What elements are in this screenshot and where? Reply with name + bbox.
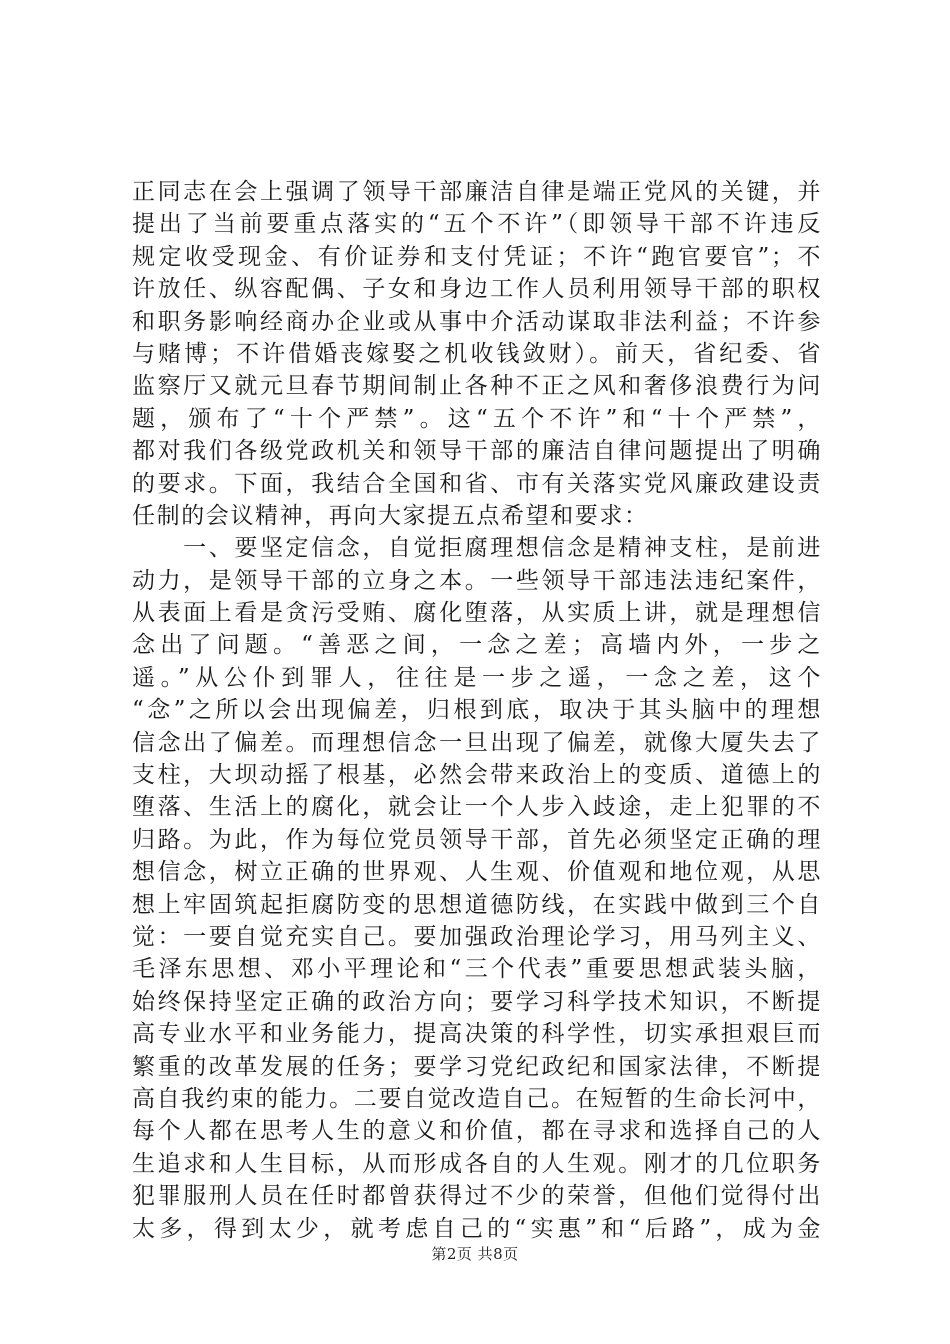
document-body — [132, 176, 822, 1245]
text-line: 每个人都在思考人生的意义和价值，都在寻求和选择自己的人 — [132, 1118, 822, 1145]
text-line: 动力，是领导干部的立身之本。一些领导干部违法违纪案件， — [132, 567, 822, 594]
text-line: 的要求。下面，我结合全国和省、市有关落实党风廉政建设责 — [132, 470, 822, 497]
text-line: 都对我们各级党政机关和领导干部的廉洁自律问题提出了明确 — [132, 438, 822, 465]
text-line: 毛泽东思想、邓小平理论和“三个代表”重要思想武装头脑， — [132, 956, 822, 983]
text-line: 从表面上看是贪污受贿、腐化堕落，从实质上讲，就是理想信 — [132, 600, 822, 627]
text-line: 任制的会议精神，再向大家提五点希望和要求： — [132, 502, 649, 529]
text-line: 想信念，树立正确的世界观、人生观、价值观和地位观，从思 — [132, 859, 822, 886]
text-line: 生追求和人生目标，从而形成各自的人生观。刚才的几位职务 — [132, 1150, 822, 1177]
text-line: 正同志在会上强调了领导干部廉洁自律是端正党风的关键，并 — [132, 179, 822, 205]
text-line: 许放任、纵容配偶、子女和身边工作人员利用领导干部的职权 — [132, 276, 822, 303]
text-line: 念出了问题。“善恶之间，一念之差；高墙内外，一步之 — [132, 632, 822, 659]
text-line: 堕落、生活上的腐化，就会让一个人步入歧途，走上犯罪的不 — [132, 794, 822, 821]
text-line: 信念出了偏差。而理想信念一旦出现了偏差，就像大厦失去了 — [132, 729, 822, 756]
text-line: 与赌博；不许借婚丧嫁娶之机收钱敛财）。前天，省纪委、省 — [132, 340, 822, 367]
text-line: 繁重的改革发展的任务；要学习党纪政纪和国家法律，不断提 — [132, 1053, 822, 1080]
text-line: 归路。为此，作为每位党员领导干部，首先必须坚定正确的理 — [132, 826, 822, 853]
text-line: 遥。”从公仆到罪人，往往是一步之遥，一念之差，这个 — [132, 664, 822, 691]
text-line: 高自我约束的能力。二要自觉改造自己。在短暂的生命长河中， — [132, 1085, 822, 1112]
text-line: 觉：一要自觉充实自己。要加强政治理论学习，用马列主义、 — [132, 923, 822, 950]
text-line: 犯罪服刑人员在任时都曾获得过不少的荣誉，但他们觉得付出 — [132, 1183, 822, 1210]
text-line: 规定收受现金、有价证券和支付凭证；不许“跑官要官”；不 — [132, 243, 822, 270]
page-footer: 第2页 共8页 — [431, 1245, 519, 1263]
text-line: 和职务影响经商办企业或从事中介活动谋取非法利益；不许参 — [132, 308, 822, 335]
text-line: 题，颁布了“十个严禁”。这“五个不许”和“十个严禁”， — [132, 405, 822, 432]
text-line: “念”之所以会出现偏差，归根到底，取决于其头脑中的理想 — [132, 697, 822, 724]
text-line: 提出了当前要重点落实的“五个不许”（即领导干部不许违反 — [132, 211, 822, 238]
text-line: 支柱，大坝动摇了根基，必然会带来政治上的变质、道德上的 — [132, 762, 822, 789]
text-line: 太多，得到太少，就考虑自己的“实惠”和“后路”，成为金 — [132, 1215, 822, 1242]
text-line: 高专业水平和业务能力，提高决策的科学性，切实承担艰巨而 — [132, 1021, 822, 1048]
text-line: 一、要坚定信念，自觉拒腐理想信念是精神支柱，是前进 — [132, 535, 822, 562]
text-line: 监察厅又就元旦春节期间制止各种不正之风和奢侈浪费行为问 — [132, 373, 822, 400]
text-line: 始终保持坚定正确的政治方向；要学习科学技术知识，不断提 — [132, 988, 822, 1015]
text-line: 想上牢固筑起拒腐防变的思想道德防线，在实践中做到三个自 — [132, 891, 822, 918]
